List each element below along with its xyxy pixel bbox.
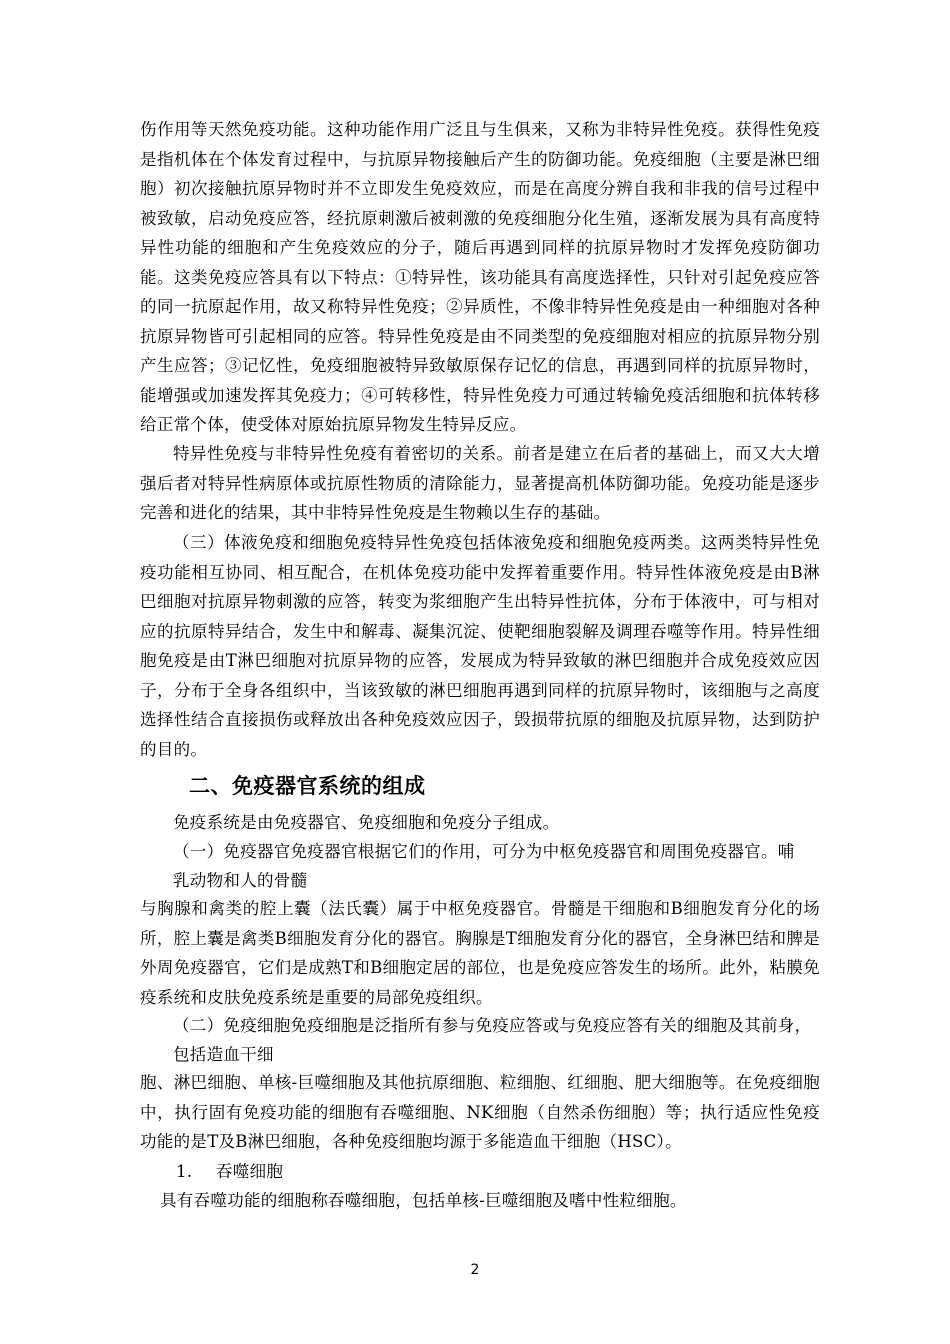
list-title: 吞噬细胞 <box>216 1162 284 1181</box>
paragraph-immune-organs-line1: （一）免疫器官免疫器官根据它们的作用，可分为中枢免疫器官和周围免疫器官。哺 <box>173 842 795 861</box>
paragraph-immune-organs-line2: 乳动物和人的骨髓 <box>173 871 308 890</box>
paragraph-immune-system-intro: 免疫系统是由免疫器官、免疫细胞和免疫分子组成。 <box>173 813 560 832</box>
paragraph-specific-vs-nonspecific: 特异性免疫与非特异性免疫有着密切的关系。前者是建立在后者的基础上，而又大大增强后者对特异性病原体或抗原性物质的清除能力，显著提高机体防御功能。免疫功能是逐步完善和进化的结果，其中非特异性免疫是生物赖以生存的基础。 <box>140 444 820 522</box>
page-number: 2 <box>470 1262 480 1278</box>
paragraph-humoral-cellular-immunity: （三）体液免疫和细胞免疫特异性免疫包括体液免疫和细胞免疫两类。这两类特异性免疫功能相互协同、相互配合，在机体免疫功能中发挥着重要作用。特异性体液免疫是由B淋巴细胞对抗原异物刺激的应答，转变为浆细胞产生出特异性抗体，分布于体液中，可与相对应的抗原特异结合，发生中和解毒、凝集沉淀、使靶细胞裂解及调理吞噬等作用。特异性细胞免疫是由T淋巴细胞对抗原异物的应答，发展成为特异致敏的淋巴细胞并合成免疫效应因子，分布于全身各组织中，当该致敏的淋巴细胞再遇到同样的抗原异物时，该细胞与之高度选择性结合直接损伤或释放出各种免疫效应因子，毁损带抗原的细胞及抗原异物，达到防护的目的。 <box>140 533 820 759</box>
paragraph-immune-cells-line1: （二）免疫细胞免疫细胞是泛指所有参与免疫应答或与免疫应答有关的细胞及其前身， <box>173 1016 812 1035</box>
paragraph-phagocytes: 具有吞噬功能的细胞称吞噬细胞，包括单核-巨噬细胞及嗜中性粒细胞。 <box>160 1191 687 1210</box>
section-heading: 二、免疫器官系统的组成 <box>189 773 426 798</box>
paragraph-cell-types: 胞、淋巴细胞、单核-巨噬细胞及其他抗原细胞、粒细胞、红细胞、肥大细胞等。在免疫细胞中，执行固有免疫功能的细胞有吞噬细胞、NK细胞（自然杀伤细胞）等；执行适应性免疫功能的是T及B淋巴细胞，各种免疫细胞均源于多能造血干细胞（HSC）。 <box>140 1073 820 1151</box>
list-number: 1. <box>176 1162 193 1181</box>
paragraph-immune-cells-line2: 包括造血干细 <box>173 1045 274 1064</box>
paragraph-bone-marrow-thymus: 与胸腺和禽类的腔上囊（法氏囊）属于中枢免疫器官。骨髓是干细胞和B细胞发育分化的场所，腔上囊是禽类B细胞发育分化的器官。胸腺是T细胞发育分化的器官，全身淋巴结和脾是外周免疫器官，它们是成熟T和B细胞定居的部位，也是免疫应答发生的场所。此外，粘膜免疫系统和皮肤免疫系统是重要的局部免疫组织。 <box>140 899 820 1007</box>
paragraph-acquired-immunity: 伤作用等天然免疫功能。这种功能作用广泛且与生俱来，又称为非特异性免疫。获得性免疫是指机体在个体发育过程中，与抗原异物接触后产生的防御功能。免疫细胞（主要是淋巴细胞）初次接触抗原异物时并不立即发生免疫效应，而是在高度分辨自我和非我的信号过程中被致敏，启动免疫应答，经抗原刺激后被刺激的免疫细胞分化生殖，逐渐发展为具有高度特异性功能的细胞和产生免疫效应的分子，随后再遇到同样的抗原异物时才发挥免疫防御功能。这类免疫应答具有以下特点：①特异性，该功能具有高度选择性，只针对引起免疫应答的同一抗原起作用，故又称特异性免疫；②异质性，不像非特异性免疫是由一种细胞对各种抗原异物皆可引起相同的应答。特异性免疫是由不同类型的免疫细胞对相应的抗原异物分别产生应答；③记忆性，免疫细胞被特异致敏原保存记忆的信息，再遇到同样的抗原异物时，能增强或加速发挥其免疫力；④可转移性，特异性免疫力可通过转输免疫活细胞和抗体转移给正常个体，使受体对原始抗原异物发生特异反应。 <box>140 120 820 434</box>
